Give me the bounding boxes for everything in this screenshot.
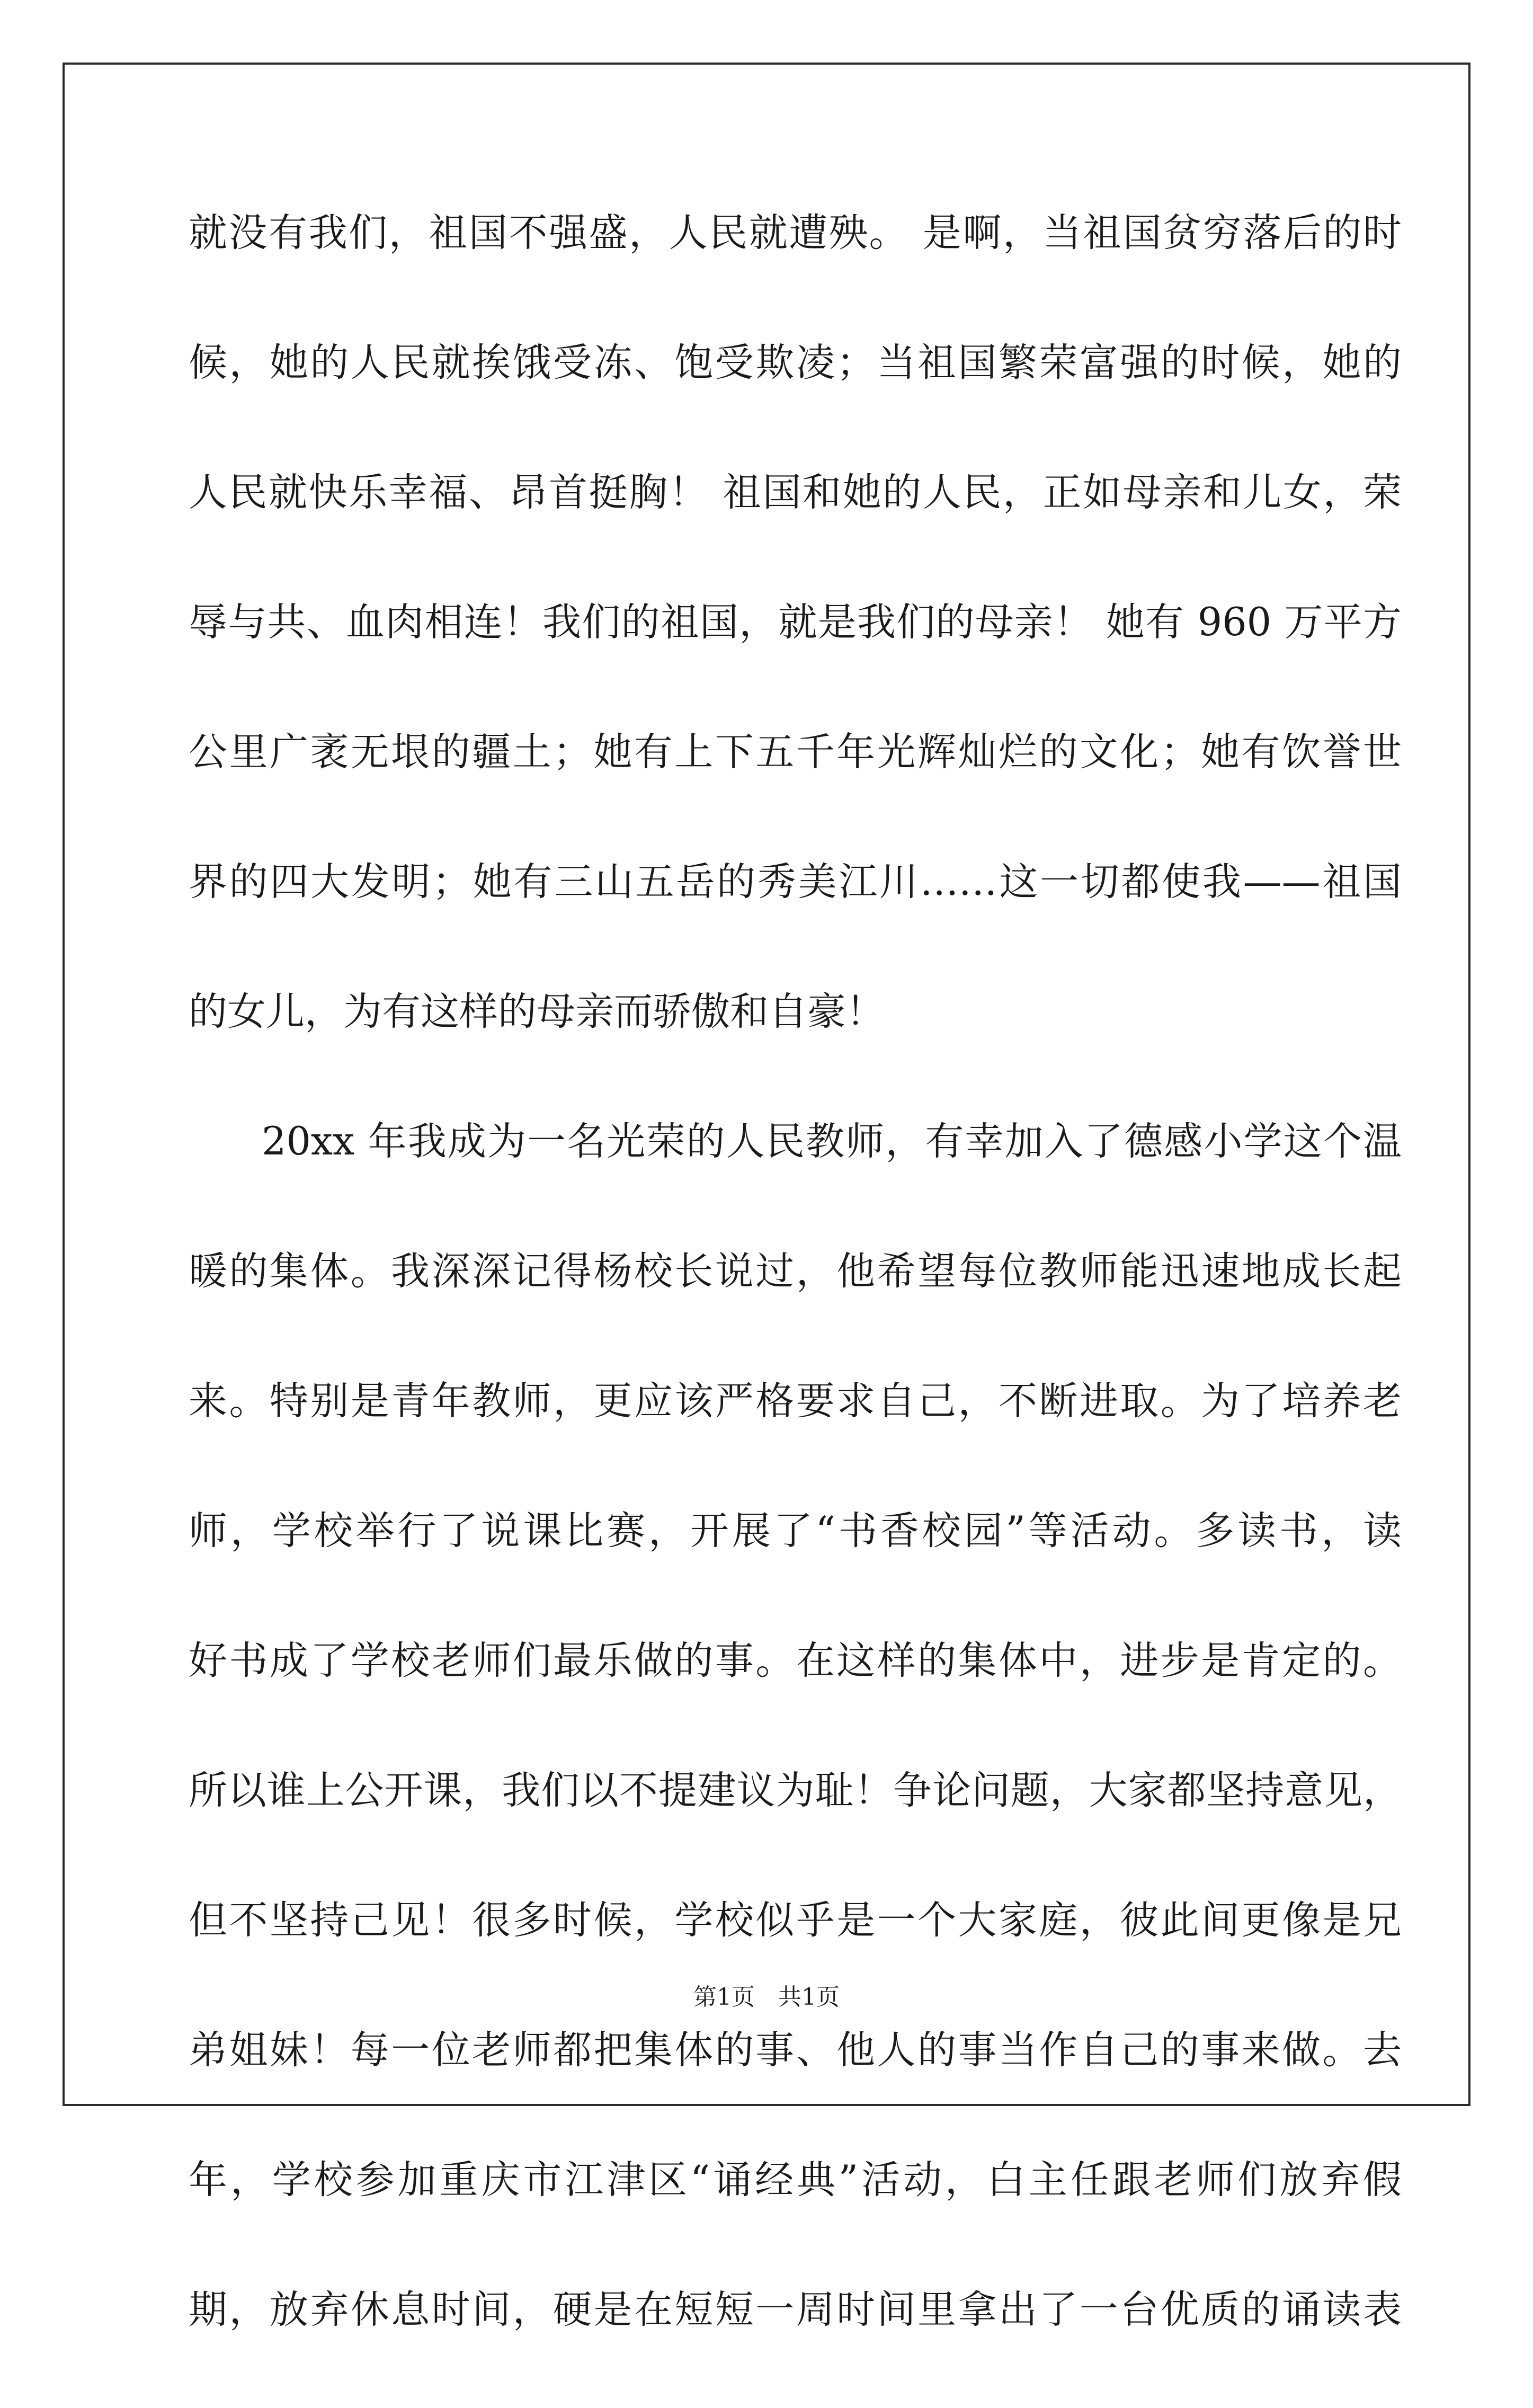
page-footer: 第1页 共1页 [693, 1984, 840, 2011]
text-line: 公里广袤无垠的疆土；她有上下五千年光辉灿烂的文化；她有饮誉世 [189, 730, 1402, 775]
text-line: 暖的集体。我深深记得杨校长说过，他希望每位教师能迅速地成长起 [189, 1249, 1402, 1294]
text-line: 年，学校参加重庆市江津区“诵经典”活动，白主任跟老师们放弃假 [189, 2157, 1402, 2202]
text-line: 候，她的人民就挨饿受冻、饱受欺凌；当祖国繁荣富强的时候，她的 [189, 340, 1402, 385]
text-line: 但不坚持己见！很多时候，学校似乎是一个大家庭，彼此间更像是兄 [189, 1898, 1402, 1943]
text-line: 界的四大发明；她有三山五岳的秀美江川……这一切都使我——祖国 [189, 859, 1402, 904]
document-body [189, 201, 1402, 2408]
text-line: 就没有我们，祖国不强盛，人民就遭殃。 是啊，当祖国贫穷落后的时 [189, 210, 1402, 255]
text-line: 所以谁上公开课，我们以不提建议为耻！争论问题，大家都坚持意见， [189, 1768, 1402, 1813]
text-line: 期，放弃休息时间，硬是在短短一周时间里拿出了一台优质的诵读表 [189, 2287, 1402, 2332]
text-line: 辱与共、血肉相连！我们的祖国，就是我们的母亲！ 她有 960 万平方 [189, 600, 1402, 645]
text-line: 好书成了学校老师们最乐做的事。在这样的集体中，进步是肯定的。 [189, 1638, 1402, 1683]
paragraph-2 [189, 1110, 1402, 2408]
text-line: 师，学校举行了说课比赛，开展了“书香校园”等活动。多读书，读 [189, 1508, 1402, 1553]
text-line: 的女儿，为有这样的母亲而骄傲和自豪！ [189, 989, 885, 1034]
text-line: 人民就快乐幸福、昂首挺胸！ 祖国和她的人民，正如母亲和儿女，荣 [189, 470, 1402, 515]
text-line: 弟姐妹！每一位老师都把集体的事、他人的事当作自己的事来做。去 [189, 2028, 1402, 2073]
paragraph-1 [189, 201, 1402, 1110]
text-line: 20xx 年我成为一名光荣的人民教师，有幸加入了德感小学这个温 [262, 1119, 1402, 1164]
text-line: 来。特别是青年教师，更应该严格要求自己，不断进取。为了培养老 [189, 1379, 1402, 1424]
